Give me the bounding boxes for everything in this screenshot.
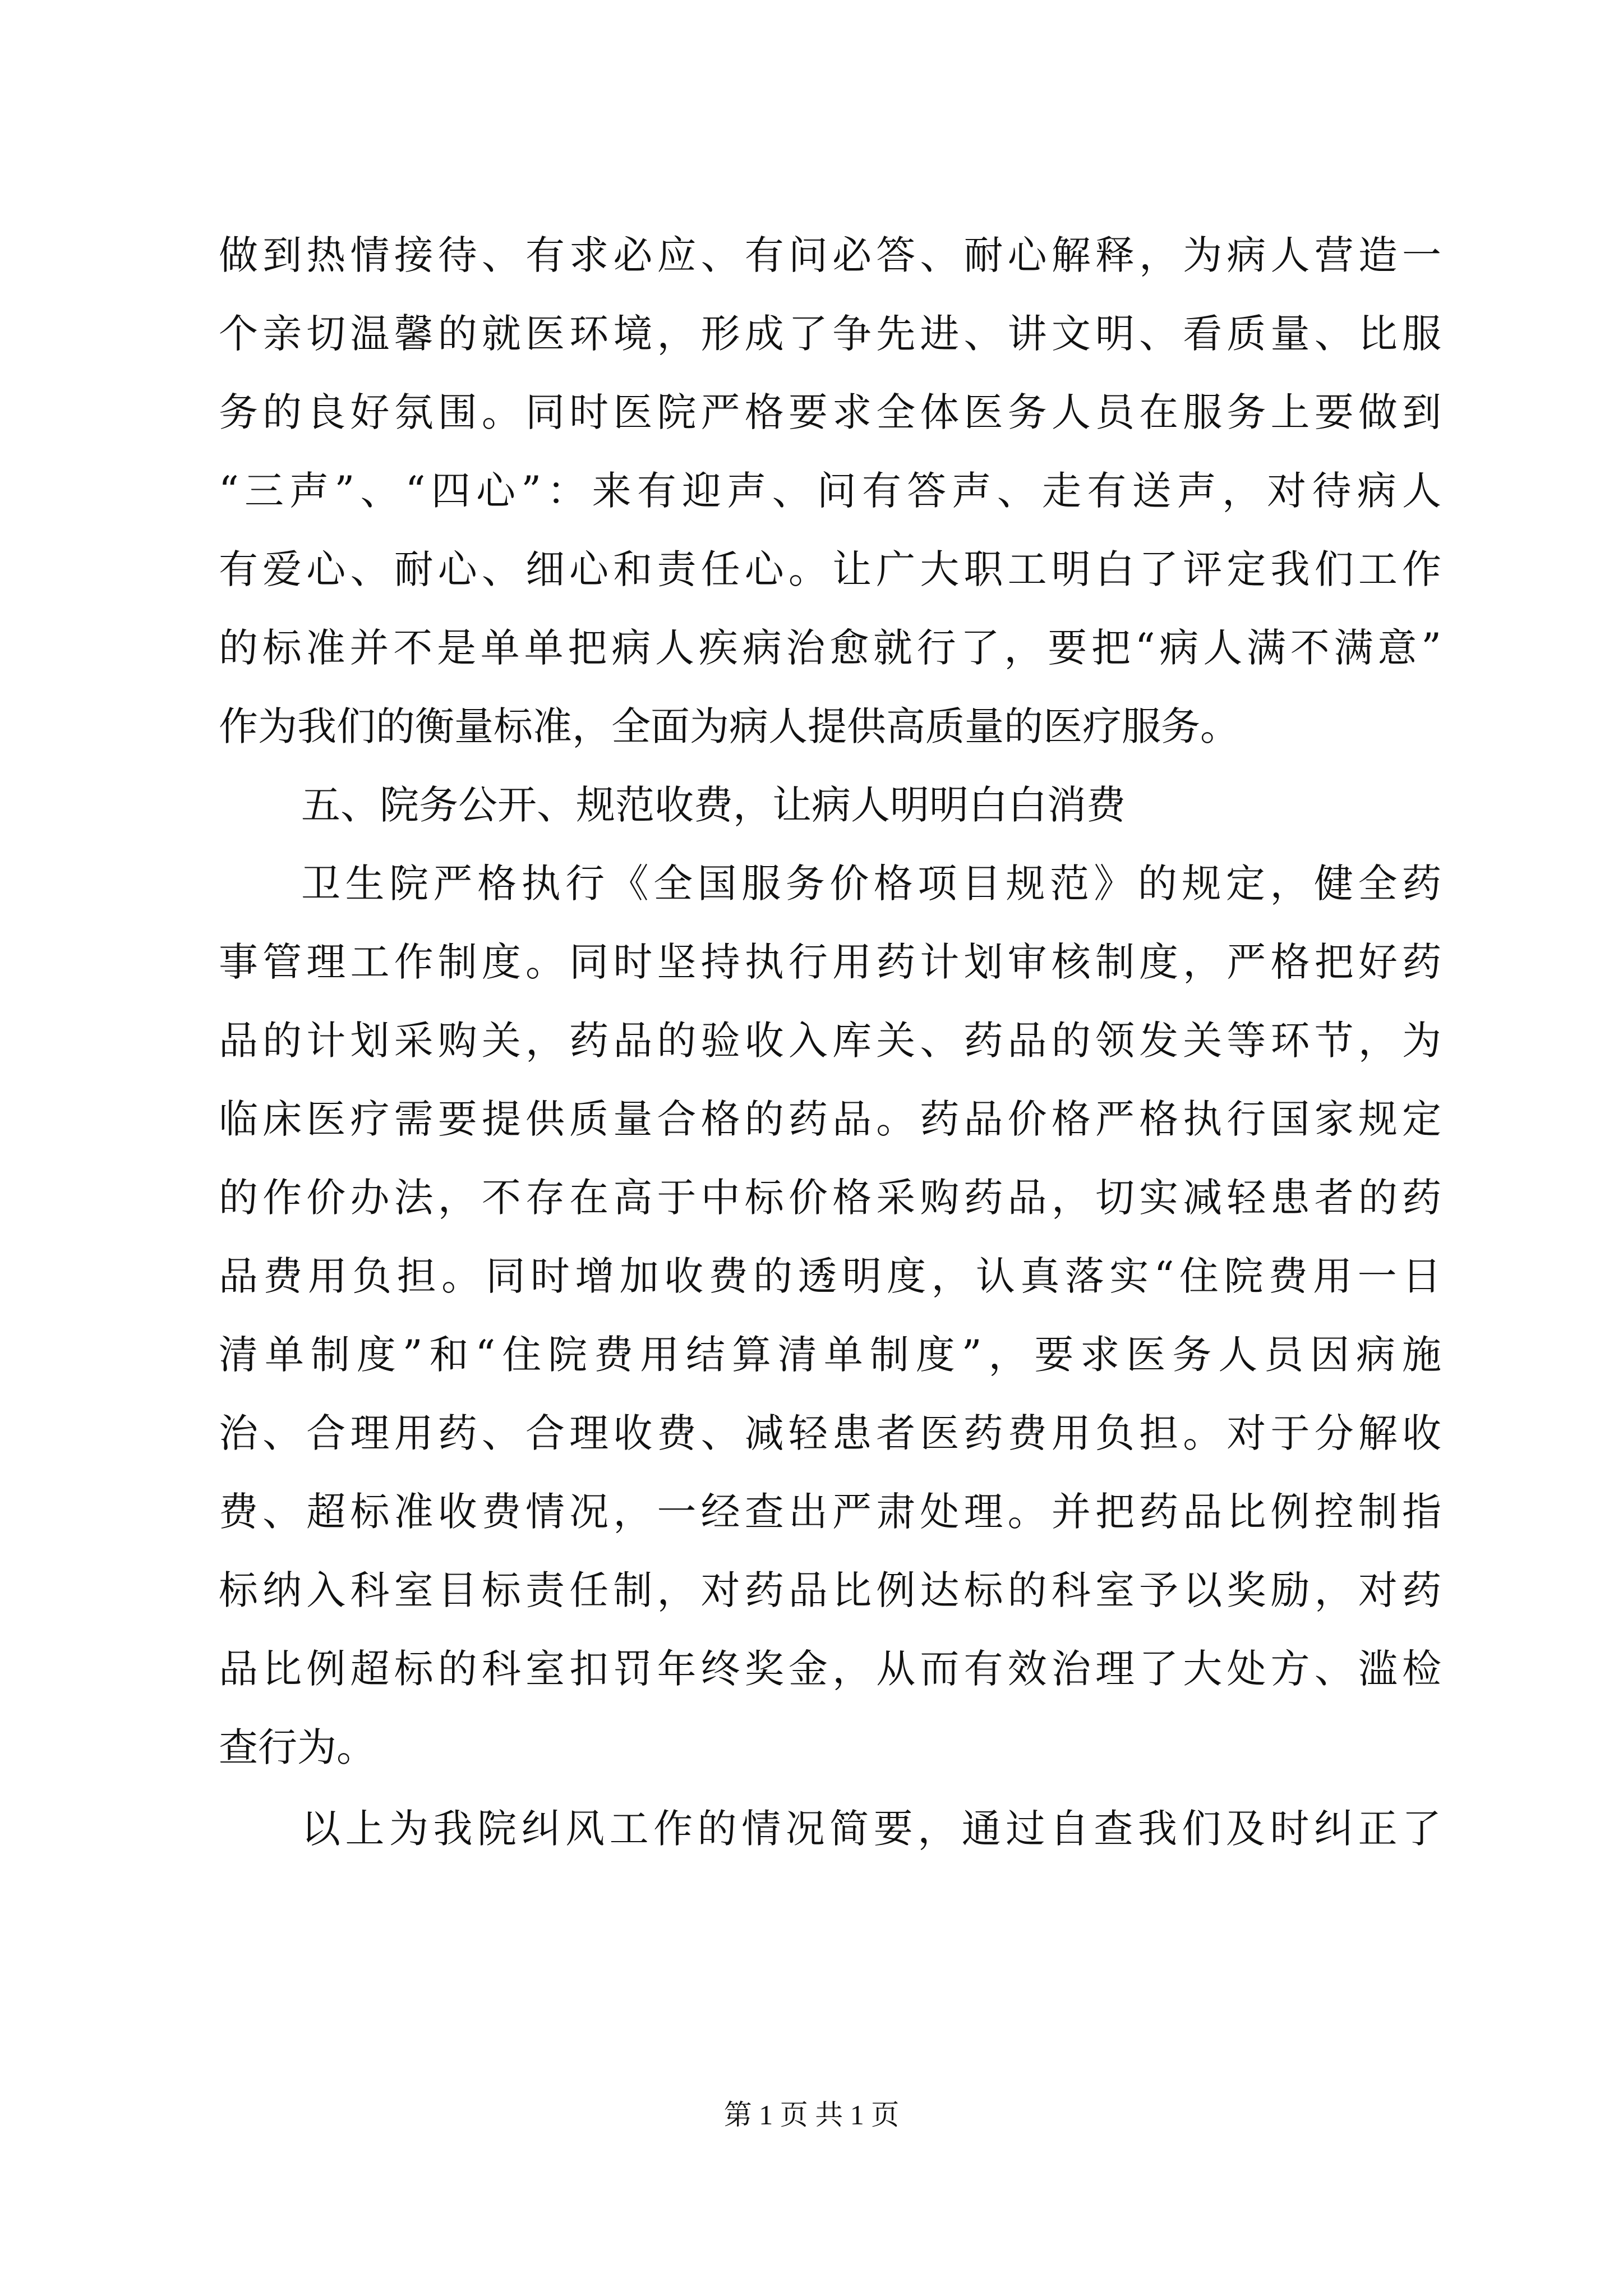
paragraph-line: 临床医疗需要提供质量合格的药品。药品价格严格执行国家规定 bbox=[219, 1096, 1441, 1142]
paragraph-line: 以上为我院纠风工作的情况简要，通过自查我们及时纠正了 bbox=[301, 1806, 1441, 1852]
paragraph-line: 的标准并不是单单把病人疾病治愈就行了，要把“病人满不满意” bbox=[219, 625, 1441, 671]
paragraph-line: 有爱心、耐心、细心和责任心。让广大职工明白了评定我们工作 bbox=[219, 546, 1441, 592]
paragraph-line: 事管理工作制度。同时坚持执行用药计划审核制度，严格把好药 bbox=[219, 939, 1441, 985]
paragraph-line: “三声”、“四心”：来有迎声、问有答声、走有送声，对待病人 bbox=[219, 468, 1441, 514]
paragraph-line: 的作价办法，不存在高于中标价格采购药品，切实减轻患者的药 bbox=[219, 1175, 1441, 1221]
paragraph-line: 卫生院严格执行《全国服务价格项目规范》的规定，健全药 bbox=[301, 861, 1441, 907]
paragraph-line: 费、超标准收费情况，一经查出严肃处理。并把药品比例控制指 bbox=[219, 1489, 1441, 1535]
section-heading: 五、院务公开、规范收费，让病人明明白白消费 bbox=[301, 782, 1126, 828]
paragraph-line: 治、合理用药、合理收费、减轻患者医药费用负担。对于分解收 bbox=[219, 1410, 1441, 1456]
page-footer: 第 1 页 共 1 页 bbox=[723, 2099, 900, 2131]
paragraph-line: 务的良好氛围。同时医院严格要求全体医务人员在服务上要做到 bbox=[219, 389, 1441, 435]
paragraph-line: 清单制度”和“住院费用结算清单制度”，要求医务人员因病施 bbox=[219, 1332, 1441, 1378]
paragraph-line: 个亲切温馨的就医环境，形成了争先进、讲文明、看质量、比服 bbox=[219, 311, 1441, 357]
paragraph-line: 做到热情接待、有求必应、有问必答、耐心解释，为病人营造一 bbox=[219, 232, 1441, 278]
paragraph-line: 作为我们的衡量标准，全面为病人提供高质量的医疗服务。 bbox=[219, 703, 1239, 749]
paragraph-line: 品的计划采购关，药品的验收入库关、药品的领发关等环节，为 bbox=[219, 1018, 1441, 1064]
paragraph-line: 品费用负担。同时增加收费的透明度，认真落实“住院费用一日 bbox=[219, 1253, 1441, 1299]
paragraph-line: 品比例超标的科室扣罚年终奖金，从而有效治理了大处方、滥检 bbox=[219, 1646, 1441, 1692]
paragraph-line: 查行为。 bbox=[219, 1724, 376, 1770]
paragraph-line: 标纳入科室目标责任制，对药品比例达标的科室予以奖励，对药 bbox=[219, 1567, 1441, 1613]
